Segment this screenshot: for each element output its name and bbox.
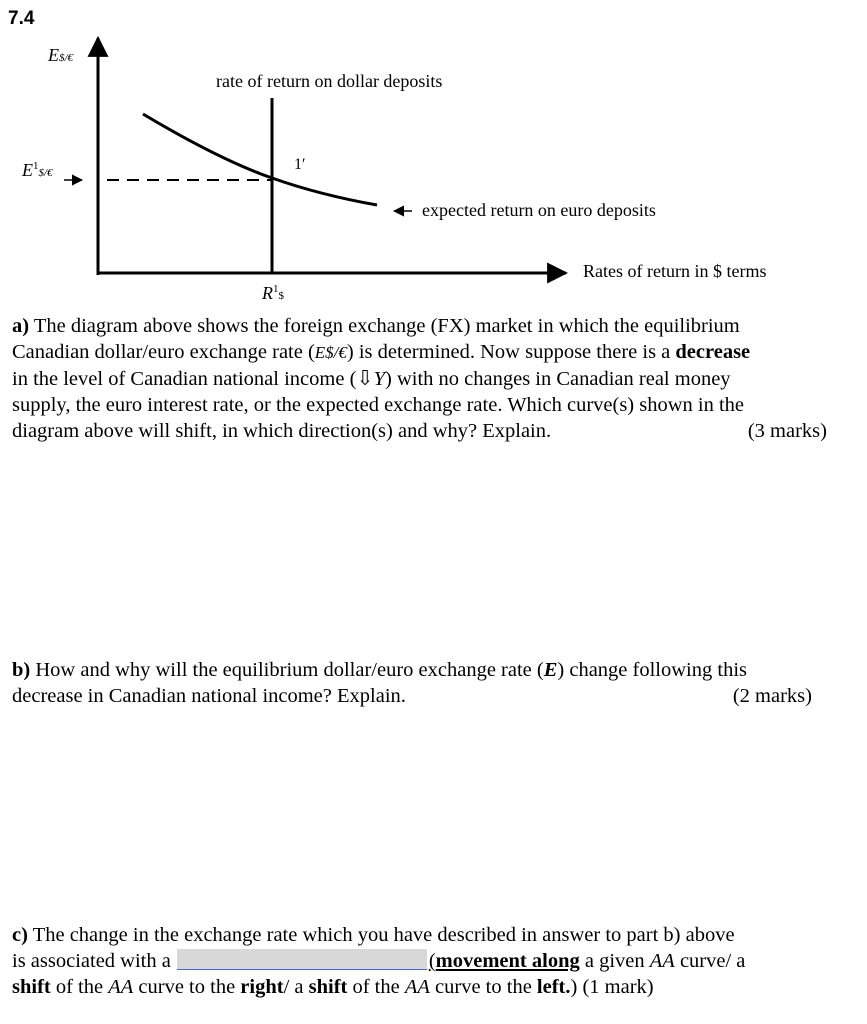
answer-blank[interactable] <box>177 949 427 970</box>
part-a-marks: (3 marks) <box>747 420 827 442</box>
question-number: 7.4 <box>8 8 35 29</box>
part-c-question: c) The change in the exchange rate which you have described in answer to part b) above is associated with a (movement along a given AA curve/ a shift of the AA curve to the right/ a shift of the AA curve to the left.) (1 mark) <box>12 924 746 998</box>
dollar-curve-label: rate of return on dollar deposits <box>216 71 443 91</box>
part-c-marks: (1 mark) <box>582 976 654 998</box>
equilibrium-rate-label: $E^1\$/€$ <box>22 160 53 180</box>
euro-return-curve <box>143 114 377 205</box>
part-b-question: b) How and why will the equilibrium dollar/euro exchange rate (E) change following this decrease in Canadian national income? Explain. (2 marks) <box>12 659 812 707</box>
equilibrium-return-label: $R^1\$$ <box>262 283 284 303</box>
equilibrium-point-label: 1′ <box>294 156 306 173</box>
x-axis-label: Rates of return in $ terms <box>583 261 767 281</box>
y-axis-label: E$/€ <box>48 45 74 65</box>
euro-curve-label: expected return on euro deposits <box>422 200 656 220</box>
part-b-marks: (2 marks) <box>732 685 812 707</box>
part-a-question: a) The diagram above shows the foreign exchange (FX) market in which the equilibrium Canadian dollar/euro exchange rate (E$/€) is determined. Now suppose there is a decrease in the level of Canadian national income (⇩Y) with no changes in Canadian real money supply, the euro interest rate, or the expected exchange rate. Which curve(s) shown in the diagram above will shift, in which direction(s) and why? Explain. (3 marks) <box>12 315 827 442</box>
